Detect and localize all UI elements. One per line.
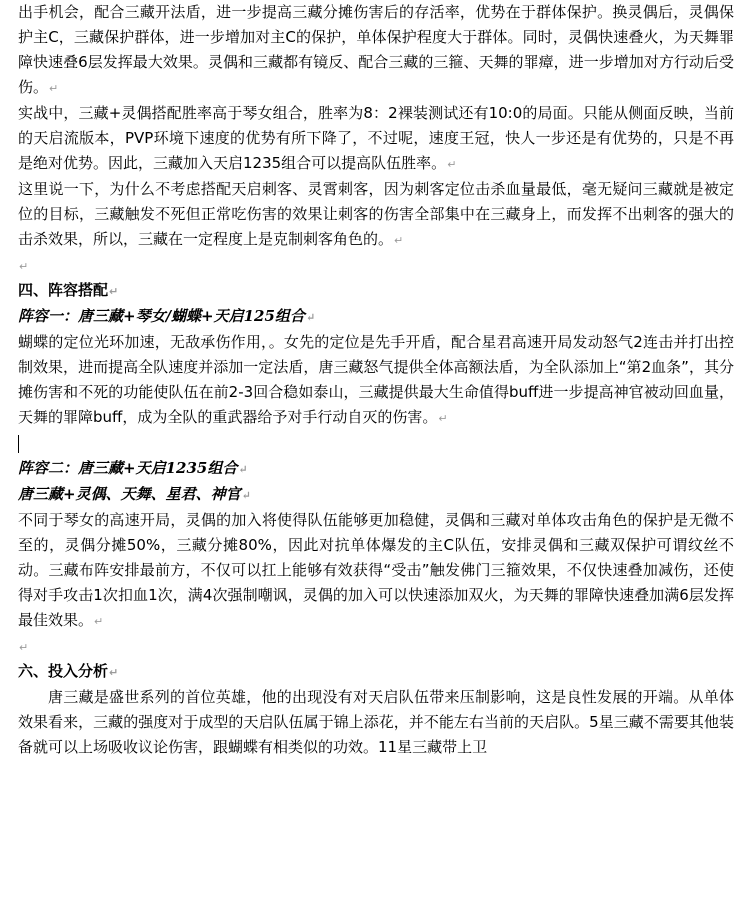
lineup-two-members <box>0 482 746 508</box>
paragraph-mark-icon: ↵ <box>241 489 251 502</box>
paragraph-mark-icon: ↵ <box>19 260 29 273</box>
paragraph-lineup-one <box>0 330 734 431</box>
paragraph-battle-results <box>0 101 734 177</box>
paragraph-mark-icon: ↵ <box>238 463 248 476</box>
lineup-two-title <box>0 456 746 482</box>
paragraph-mark-icon: ↵ <box>109 666 119 679</box>
paragraph-mark-icon: ↵ <box>19 641 29 654</box>
paragraph-investment <box>0 685 734 760</box>
section-heading-investment <box>0 659 746 685</box>
paragraph-text: 不同于琴女的高速开局，灵偶的加入将使得队伍能够更加稳健，灵偶和三藏对单体攻击角色的保护是无微不至的，灵偶分摊50%，三藏分摊80%，因此对抗单体爆发的主C队伍，安排灵偶和三藏双保护可谓纹丝不动。三藏布阵安排最前方，不仅可以扛上能够有效获得“受击”触发佛门三箍效果，不仅快速叠加减伤，还使得对手攻击1次扣血1次，满4次强制嘲讽，灵偶的加入可以快速添加双火，为天舞的罪障快速叠加满6层发挥最佳效果。 <box>18 511 735 629</box>
paragraph-mark-icon: ↵ <box>94 615 104 628</box>
paragraph-text: 蝴蝶的定位光环加速，无敌承伤作用，。女先的定位是先手开盾，配合星君高速开局发动怒气2连击并打出控制效果，进而提高全队速度并添加一定法盾，唐三藏怒气提供全体高额法盾，为全队添加上“第2血条”，其分摊伤害和不死的功能使队伍在前2-3回合稳如泰山，三藏提供最大生命值得buff进一步提高神官被动回血量，天舞的罪障buff，成为全队的重武器给予对手行动自灭的伤害。 <box>18 333 734 426</box>
paragraph-support-analysis <box>0 0 734 101</box>
empty-line-with-cursor[interactable] <box>0 431 746 456</box>
heading-text: 四、阵容搭配 <box>18 281 109 299</box>
subheading-text: 阵容一：唐三藏+琴女/蝴蝶+天启125组合 <box>18 307 305 325</box>
paragraph-mark-icon: ↵ <box>447 158 457 171</box>
paragraph-mark-icon: ↵ <box>438 412 448 425</box>
paragraph-text: 实战中，三藏+灵偶搭配胜率高于琴女组合，胜率为8：2裸装测试还有10:0的局面。只能从侧面反映，当前的天启流版本，PVP环境下速度的优势有所下降了，不过呢，速度王冠，快人一步还是有优势的，只是不再是绝对优势。因此，三藏加入天启1235组合可以提高队伍胜率。 <box>18 104 734 172</box>
paragraph-text: 出手机会，配合三藏开法盾，进一步提高三藏分摊伤害后的存活率，优势在于群体保护。换灵偶后，灵偶保护主C，三藏保护群体，进一步增加对主C的保护，单体保护程度大于群体。同时，灵偶快速叠火，为天舞罪障快速叠6层发挥最大效果。灵偶和三藏都有镜反、配合三藏的三箍、天舞的罪瘴，进一步增加对方行动后受伤。 <box>18 3 734 96</box>
empty-line <box>0 634 746 659</box>
heading-text: 六、投入分析 <box>18 662 109 680</box>
lineup-one-title <box>0 304 746 330</box>
empty-line <box>0 253 746 278</box>
paragraph-mark-icon: ↵ <box>394 234 404 247</box>
paragraph-text: 唐三藏是盛世系列的首位英雄，他的出现没有对天启队伍带来压制影响，这是良性发展的开端。从单体效果看来，三藏的强度对于成型的天启队伍属于锦上添花，并不能左右当前的天启队。5星三藏不需要其他装备就可以上场吸收议论伤害，跟蝴蝶有相类似的功效。11星三藏带上卫 <box>18 688 734 756</box>
subheading-text: 唐三藏+灵偶、天舞、星君、神官 <box>18 485 241 503</box>
paragraph-lineup-two <box>0 508 734 634</box>
paragraph-text: 这里说一下，为什么不考虑搭配天启刺客、灵霄刺客，因为刺客定位击杀血量最低，毫无疑问三藏就是被定位的目标，三藏触发不死但正常吃伤害的效果让刺客的伤害全部集中在三藏身上，而发挥不出刺客的强大的击杀效果，所以，三藏在一定程度上是克制刺客角色的。 <box>18 180 734 248</box>
paragraph-mark-icon: ↵ <box>305 311 316 324</box>
subheading-text: 阵容二：唐三藏+天启1235组合 <box>18 459 238 477</box>
paragraph-assassin-note <box>0 177 734 253</box>
text-cursor <box>18 435 19 453</box>
paragraph-mark-icon: ↵ <box>49 82 59 95</box>
section-heading-lineup <box>0 278 746 304</box>
paragraph-mark-icon: ↵ <box>109 285 119 298</box>
